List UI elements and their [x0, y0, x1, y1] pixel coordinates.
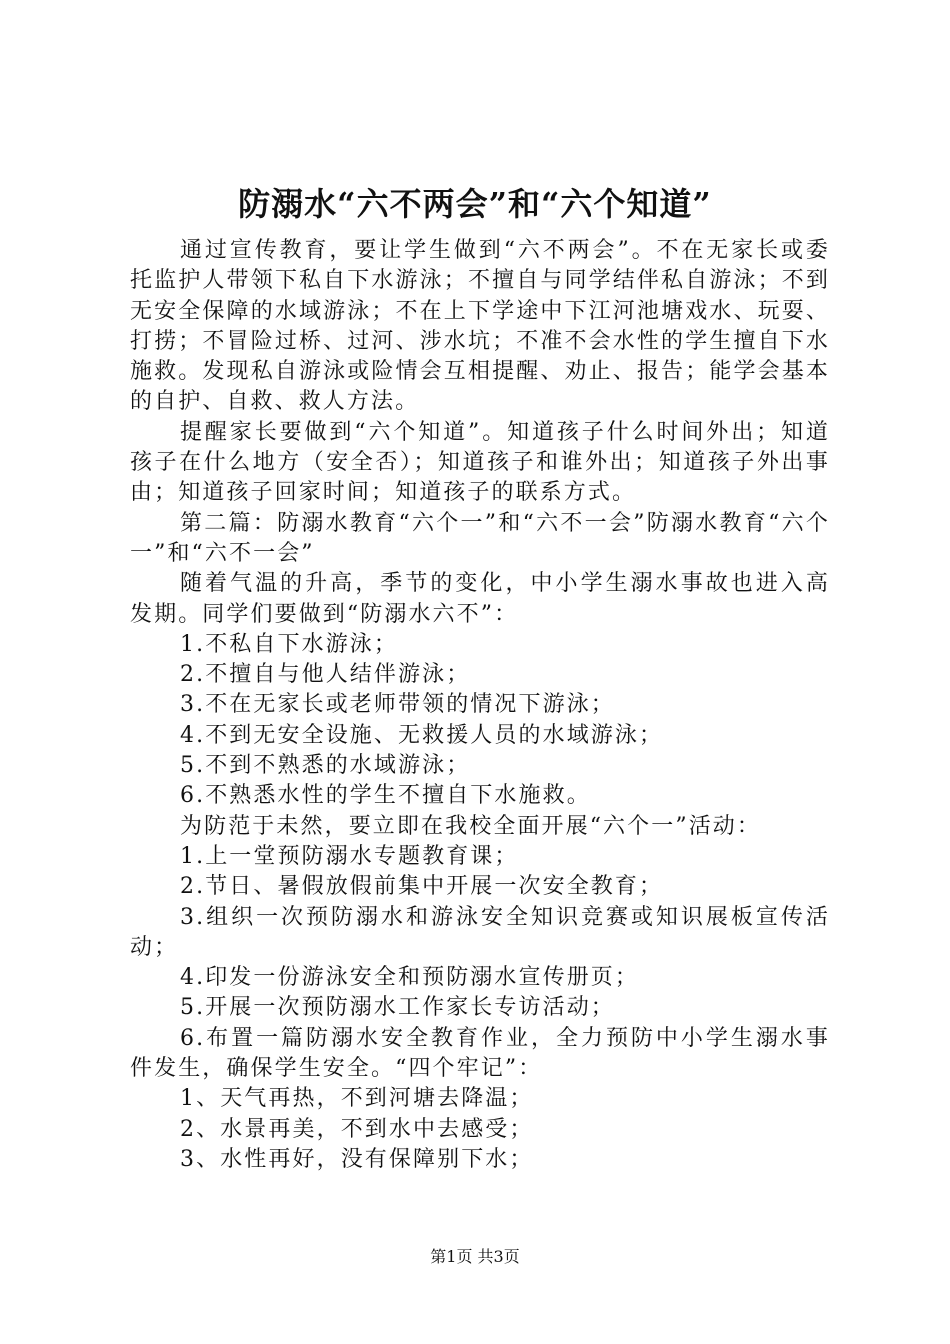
document-title: 防溺水“六不两会”和“六个知道” [238, 185, 712, 223]
document-body [130, 236, 830, 1175]
list-item: 4.印发一份游泳安全和预防溺水宣传册页； [180, 965, 639, 991]
list-item: 2.不擅自与他人结伴游泳； [180, 662, 471, 688]
list-item: 6.不熟悉水性的学生不擅自下水施救。 [180, 783, 591, 809]
list-item: 3、水性再好，没有保障别下水； [180, 1146, 534, 1172]
list-item: 1.不私自下水游泳； [180, 631, 398, 657]
list-item: 2、水景再美，不到水中去感受； [180, 1116, 534, 1142]
list-item: 4.不到无安全设施、无救援人员的水域游泳； [180, 722, 664, 748]
page-footer: 第1页 共3页 [430, 1247, 520, 1266]
paragraph: 通过宣传教育，要让学生做到“六不两会”。不在无家长或委托监护人带领下私自下水游泳；不擅自与同学结伴私自游泳；不到无安全保障的水域游泳；不在上下学途中下江河池塘戏水、玩耍、打捞；不冒险过桥、过河、涉水坑；不准不会水性的学生擅自下水施救。发现私自游泳或险情会互相提醒、劝止、报告；能学会基本的自护、自救、救人方法。 [130, 238, 830, 415]
list-item: 1.上一堂预防溺水专题教育课； [180, 843, 519, 869]
list-item: 5.不到不熟悉的水域游泳； [180, 753, 471, 779]
list-item: 3.组织一次预防溺水和游泳安全知识竞赛或知识展板宣传活动； [130, 904, 830, 960]
paragraph: 为防范于未然，要立即在我校全面开展“六个一”活动： [180, 813, 761, 839]
list-item: 2.节日、暑假放假前集中开展一次安全教育； [180, 874, 664, 900]
list-item: 6.布置一篇防溺水安全教育作业，全力预防中小学生溺水事件发生，确保学生安全。“四个牢记”： [130, 1025, 830, 1082]
list-item: 1、天气再热，不到河塘去降温； [180, 1086, 534, 1112]
list-item: 5.开展一次预防溺水工作家长专访活动； [180, 995, 615, 1021]
paragraph: 随着气温的升高，季节的变化，中小学生溺水事故也进入高发期。同学们要做到“防溺水六不”： [130, 571, 830, 627]
paragraph: 提醒家长要做到“六个知道”。知道孩子什么时间外出；知道孩子在什么地方（安全否）；知道孩子和谁外出；知道孩子外出事由；知道孩子回家时间；知道孩子的联系方式。 [130, 419, 830, 506]
paragraph: 第二篇：防溺水教育“六个一”和“六不一会”防溺水教育“六个一”和“六不一会” [130, 510, 830, 566]
list-item: 3.不在无家长或老师带领的情况下游泳； [180, 692, 615, 718]
